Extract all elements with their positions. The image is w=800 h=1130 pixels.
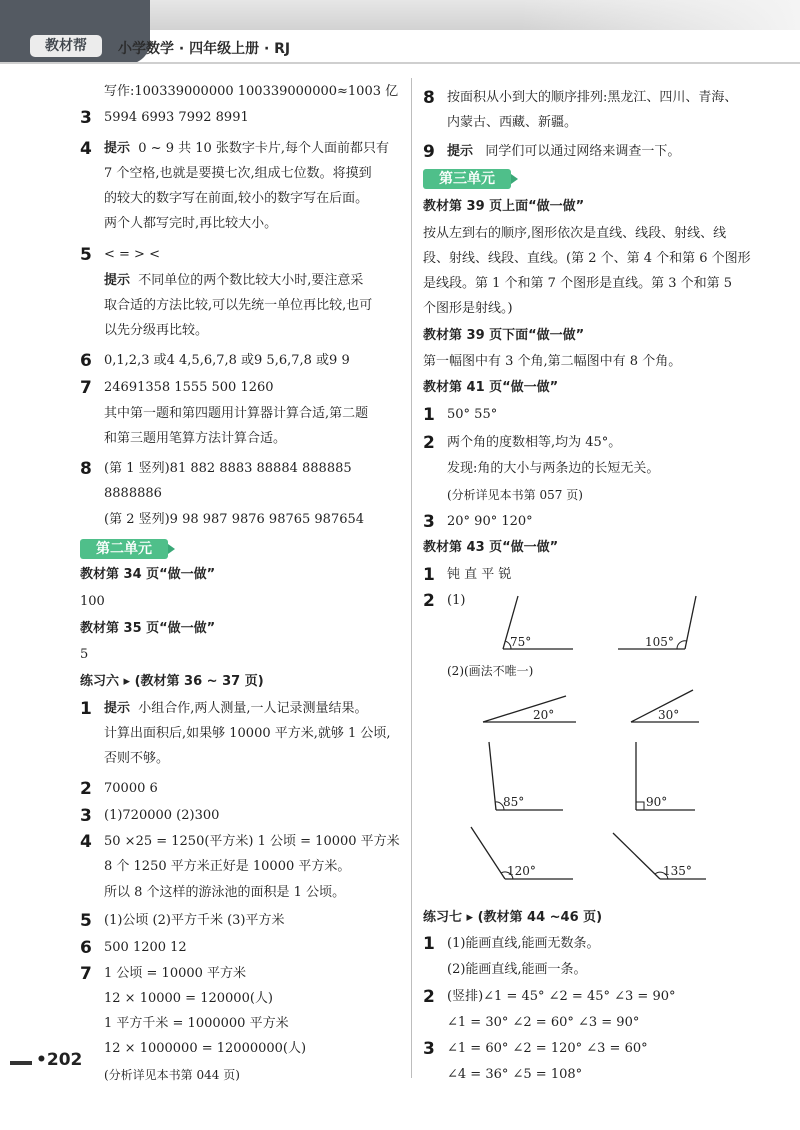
answer-line: 钝 直 平 锐 [447, 567, 512, 582]
question-number: 8 [423, 88, 435, 108]
angle-135-figure [613, 833, 706, 879]
question-number: 8 [80, 459, 92, 479]
answer-line: 100 [80, 594, 105, 609]
text-line: 写作:100339000000 100339000000≈1003 亿 [104, 84, 399, 99]
question-number: 2 [423, 987, 435, 1007]
exercise-heading: 练习七 ▸ (教材第 44 ~46 页) [423, 910, 603, 925]
question-number: 5 [80, 245, 92, 265]
answer-line: (第 1 竖列)81 882 8883 88884 888885 [104, 461, 352, 476]
text-line: 是线段。第 1 个和第 7 个图形是直线。第 3 个和第 5 [423, 276, 733, 291]
column-divider [411, 78, 412, 1078]
question-number: 3 [423, 512, 435, 532]
answer-line: 第一幅图中有 3 个角,第二幅图中有 8 个角。 [423, 354, 682, 369]
question-number: 9 [423, 142, 435, 162]
question-number: 1 [80, 699, 92, 719]
text-line: ∠1 = 30° ∠2 = 60° ∠3 = 90° [447, 1015, 640, 1030]
answer-line: 50 ×25 = 1250(平方米) 1 公顷 = 10000 平方米 [104, 834, 400, 849]
question-number: 4 [80, 139, 92, 159]
question-number: 7 [80, 964, 92, 984]
angle-label: 75° [510, 635, 532, 649]
angle-label: 120° [507, 864, 536, 878]
angle-figures-2 [423, 78, 778, 898]
answer-line: 按面积从小到大的顺序排列:黑龙江、四川、青海、 [447, 90, 738, 105]
hint-line [104, 271, 363, 291]
text-line: 12 × 1000000 = 12000000(人) [104, 1041, 307, 1056]
answer-line: < = > < [104, 247, 160, 262]
question-number: 7 [80, 378, 92, 398]
hint-label: 提示 [104, 141, 131, 156]
question-number: 2 [80, 779, 92, 799]
angle-90-figure [636, 742, 695, 810]
angle-label: 105° [645, 635, 674, 649]
answer-line: 1 公顷 = 10000 平方米 [104, 966, 247, 981]
section-heading: 教材第 41 页“做一做” [423, 380, 559, 395]
angle-label: 30° [658, 708, 680, 722]
angle-120-figure [471, 827, 573, 879]
section-heading: 教材第 39 页上面“做一做” [423, 199, 585, 214]
section-heading: 教材第 34 页“做一做” [80, 567, 216, 582]
text-line: 其中第一题和第四题用计算器计算合适,第二题 [104, 406, 369, 421]
badge-label: 第二单元 [96, 541, 152, 557]
answer-line: (1)720000 (2)300 [104, 808, 220, 823]
question-number: 1 [423, 405, 435, 425]
hint-line [104, 139, 389, 159]
hint-text: 不同单位的两个数比较大小时,要注意采 [138, 273, 364, 288]
reference-note: (分析详见本书第 057 页) [447, 488, 583, 502]
answer-line: (1)能画直线,能画无数条。 [447, 936, 600, 951]
exercise-heading: 练习六 ▸ (教材第 36 ~ 37 页) [80, 674, 264, 689]
text-line: 计算出面积后,如果够 10000 平方米,就够 1 公顷, [104, 726, 391, 741]
hint-text: 小组合作,两人测量,一人记录测量结果。 [138, 701, 368, 716]
question-number: 2 [423, 433, 435, 453]
section-heading: 教材第 43 页“做一做” [423, 540, 559, 555]
page-number-value: 202 [46, 1050, 83, 1070]
brand-logo: 教材帮 [30, 35, 102, 57]
text-line: 两个人都写完时,再比较大小。 [104, 216, 278, 231]
text-line: (第 2 竖列)9 98 987 9876 98765 987654 [104, 512, 365, 527]
page-header [0, 0, 800, 64]
text-line: 发现:角的大小与两条边的长短无关。 [447, 461, 660, 476]
text-line: ∠4 = 36° ∠5 = 108° [447, 1067, 583, 1082]
answer-line: (竖排)∠1 = 45° ∠2 = 45° ∠3 = 90° [447, 989, 676, 1004]
answer-line: 两个角的度数相等,均为 45°。 [447, 435, 622, 450]
sub-label: (1) [447, 593, 466, 608]
badge-arrow-icon [168, 544, 175, 554]
answer-line: (1)公顷 (2)平方千米 (3)平方米 [104, 913, 285, 928]
text-line: 的较大的数字写在前面,较小的数字写在后面。 [104, 191, 369, 206]
angle-label: 135° [663, 864, 692, 878]
answer-line: 70000 6 [104, 781, 158, 796]
hint-label: 提示 [104, 701, 131, 716]
text-line: 7 个空格,也就是要摸七次,组成七位数。将摸到 [104, 166, 372, 181]
question-number: 5 [80, 911, 92, 931]
answer-line: 0,1,2,3 或4 4,5,6,7,8 或9 5,6,7,8 或9 9 [104, 353, 350, 368]
angle-label: 90° [646, 795, 668, 809]
book-title: 小学数学 · 四年级上册 · RJ [118, 41, 291, 57]
text-line: 内蒙古、西藏、新疆。 [447, 115, 578, 130]
section-heading: 教材第 35 页“做一做” [80, 621, 216, 636]
question-number: 1 [423, 934, 435, 954]
badge-label: 第三单元 [439, 171, 495, 187]
hint-text: 同学们可以通过网络来调查一下。 [485, 144, 681, 159]
header-rule [0, 62, 800, 64]
angle-label: 85° [503, 795, 525, 809]
section-heading: 教材第 39 页下面“做一做” [423, 328, 585, 343]
text-line: 按从左到右的顺序,图形依次是直线、线段、射线、线 [423, 226, 727, 241]
answer-line: 20° 90° 120° [447, 514, 533, 529]
text-line: 8 个 1250 平方米正好是 10000 平方米。 [104, 859, 351, 874]
answer-line: 500 1200 12 [104, 940, 187, 955]
answer-line: 5994 6993 7992 8991 [104, 110, 249, 125]
angle-label: 20° [533, 708, 555, 722]
text-line: 和第三题用笔算方法计算合适。 [104, 431, 287, 446]
hint-line [104, 699, 368, 719]
footer-dash [10, 1061, 32, 1065]
text-line: 个图形是射线。) [423, 301, 513, 316]
angle-85-figure [489, 742, 563, 810]
question-number: 6 [80, 938, 92, 958]
text-line: 以先分级再比较。 [104, 323, 209, 338]
text-line: (2)能画直线,能画一条。 [447, 962, 587, 977]
text-line: 取合适的方法比较,可以先统一单位再比较,也可 [104, 298, 373, 313]
page-number: •202 [36, 1050, 83, 1070]
answer-line: 5 [80, 647, 89, 662]
question-number: 3 [80, 806, 92, 826]
question-number: 4 [80, 832, 92, 852]
angle-30-figure [631, 690, 699, 722]
question-number: 3 [80, 108, 92, 128]
answer-line: 24691358 1555 500 1260 [104, 380, 274, 395]
question-number: 6 [80, 351, 92, 371]
text-line: 段、射线、线段、直线。(第 2 个、第 4 个和第 6 个图形 [423, 251, 751, 266]
question-number: 3 [423, 1039, 435, 1059]
text-line: 8888886 [104, 486, 162, 501]
text-line: 12 × 10000 = 120000(人) [104, 991, 273, 1006]
hint-text: 0 ~ 9 共 10 张数字卡片,每个人面前都只有 [138, 141, 390, 156]
reference-note: (分析详见本书第 044 页) [104, 1068, 240, 1082]
angle-20-figure [483, 696, 576, 722]
sub-label: (2)(画法不唯一) [447, 664, 534, 678]
unit-badge [80, 539, 176, 559]
text-line: 1 平方千米 = 1000000 平方米 [104, 1016, 289, 1031]
question-number: 1 [423, 565, 435, 585]
answer-line: ∠1 = 60° ∠2 = 120° ∠3 = 60° [447, 1041, 648, 1056]
header-highlight [520, 0, 800, 30]
answer-line: 50° 55° [447, 407, 498, 422]
text-line: 否则不够。 [104, 751, 170, 766]
text-line: 所以 8 个这样的游泳池的面积是 1 公顷。 [104, 885, 346, 900]
hint-label: 提示 [104, 273, 131, 288]
hint-label: 提示 [447, 144, 474, 159]
question-number: 2 [423, 591, 435, 611]
